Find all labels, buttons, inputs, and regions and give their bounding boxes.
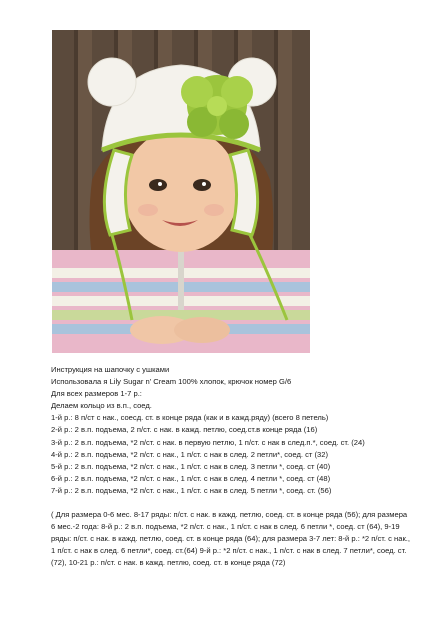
- yarn-hook-line: Использовала я Lily Sugar n' Cream 100% хлопок, крючок номер G/6: [51, 377, 292, 387]
- ring-line: Делаем кольцо из в.п., соед.: [51, 401, 152, 411]
- all-sizes-line: Для всех размеров 1-7 р.:: [51, 389, 142, 399]
- row-4: 4-й р.: 2 в.п. подъема, *2 п/ст. с нак., 1 п/ст. с нак в след. 2 петли*, соед. ст (32): [51, 449, 328, 459]
- row-7: 7-й р.: 2 в.п. подъема, *2 п/ст. с нак., 1 п/ст. с нак в след. 5 петли *, соед. ст. (56): [51, 485, 332, 495]
- green-flower: [181, 75, 253, 139]
- row-6: 6-й р.: 2 в.п. подъема, *2 п/ст. с нак., 1 п/ст. с нак в след. 4 петли *, соед. ст (48): [51, 473, 331, 483]
- crochet-instructions: [51, 364, 411, 570]
- row-1: 1-й р.: 8 п/ст с нак., соесд. ст. в конце ряда (как и в кажд.ряду) (всего 8 петель): [51, 413, 329, 423]
- row-2: 2-й р.: 2 в.п. подъема, 2 п/ст. с нак. в кажд. петлю, соед.ст.в конце ряда (16): [51, 425, 318, 435]
- instructions-title: Инструкция на шапочку с ушками: [51, 365, 170, 374]
- child-in-bear-hat-photo: [52, 30, 310, 353]
- child-face: [123, 128, 239, 252]
- sizes-paragraph: ( Для размера 0-6 мес. 8-17 ряды: п/ст. с нак. в кажд. петлю, соед. ст. в конце ряда (56); для размера 6 мес.-2 года: 8-й р.: 2 в.п. подъема, *2 п/ст. с нак., 1 п/ст. с нак в след. 6 петли *, соед. ст (64), 9-19 ряды: п/ст. с нак. в кажд. петлю, соед. ст. в конце ряда (64); для размера 3-7 лет: 8-й р.: *2 п/ст. с нак., 1 п/ст. с нак в след. 6 петли*, соед. ст.(64) 9-й р.: *2 п/ст. с нак., 1 п/ст. с нак в след. 7 петли*, соед. ст. (72), 10-21 р.: п/ст. с нак. в кажд. петлю, соед. ст. в конце ряда (72): [51, 510, 410, 568]
- row-5: 5-й р.: 2 в.п. подъема, *2 п/ст. с нак., 1 п/ст. с нак в след. 3 петли *, соед. ст (40): [51, 461, 331, 471]
- hat-ear-left: [88, 58, 136, 106]
- row-3: 3-й р.: 2 в.п. подъема, *2 п/ст. с нак. в первую петлю, 1 п/ст. с нак в след.п.*, соед. ст. (24): [51, 437, 365, 447]
- photo-illustration: [52, 30, 310, 353]
